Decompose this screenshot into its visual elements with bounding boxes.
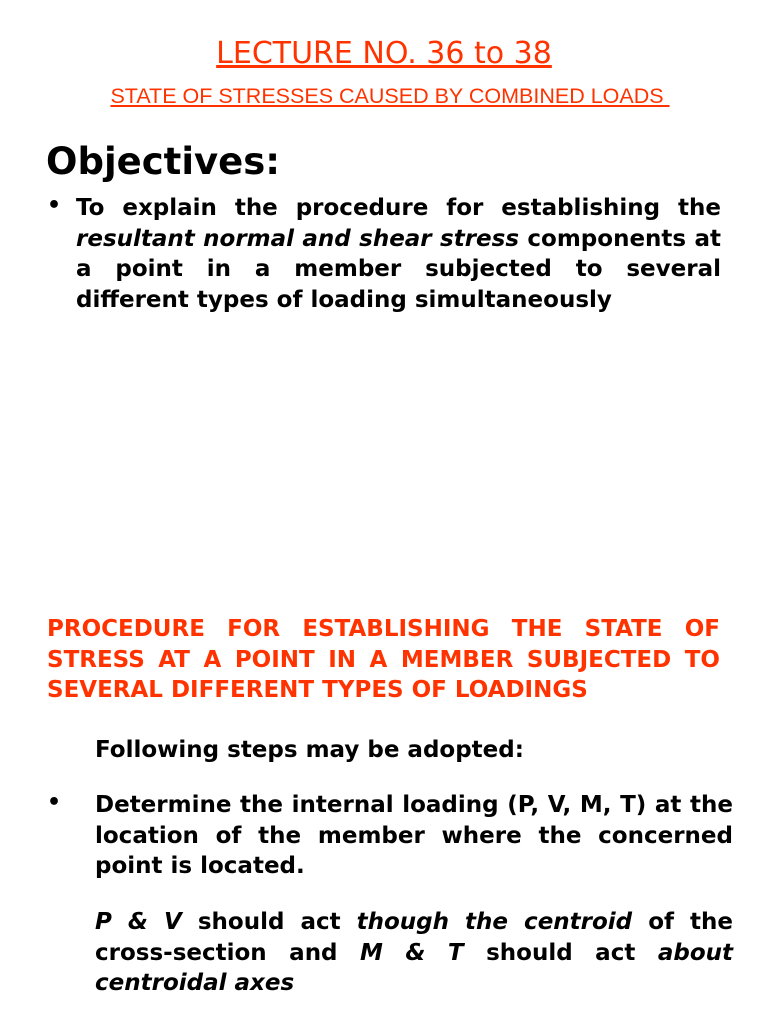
note-text-2: of the cross-section and bbox=[95, 909, 733, 966]
objective-bullet-icon: • bbox=[47, 193, 62, 218]
objectives-heading: Objectives: bbox=[46, 140, 281, 183]
note-p-v: P & V bbox=[95, 909, 182, 935]
note-text-3: should act bbox=[463, 939, 658, 966]
lecture-title: LECTURE NO. 36 to 38 bbox=[216, 36, 552, 71]
step-1-text: Determine the internal loading (P, V, M, T) at the location of the member where the concerned point is located. bbox=[95, 792, 733, 879]
note-about-axes: about centroidal axes bbox=[95, 939, 733, 996]
procedure-heading: PROCEDURE FOR ESTABLISHING THE STATE OF STRESS AT A POINT IN A MEMBER SUBJECTED TO SEVERAL DIFFERENT TYPES OF LOADINGS bbox=[47, 616, 720, 703]
note-text-1: should act bbox=[181, 909, 357, 935]
objective-text-part1: To explain the procedure for establishing the bbox=[76, 195, 721, 221]
objective-text bbox=[76, 193, 721, 315]
step-1-note bbox=[95, 907, 733, 999]
note-through-centroid: though the centroid bbox=[356, 909, 633, 935]
objective-text-italic: resultant normal and shear stress bbox=[76, 225, 520, 252]
objective-text-part2: components at a point in a member subjected to several different types of loading simultaneously bbox=[76, 225, 721, 313]
step-bullet-icon: • bbox=[47, 790, 62, 815]
steps-intro: Following steps may be adopted: bbox=[95, 737, 524, 763]
note-m-t: M & T bbox=[360, 939, 464, 966]
lecture-subtitle: STATE OF STRESSES CAUSED BY COMBINED LOADS bbox=[110, 84, 670, 108]
